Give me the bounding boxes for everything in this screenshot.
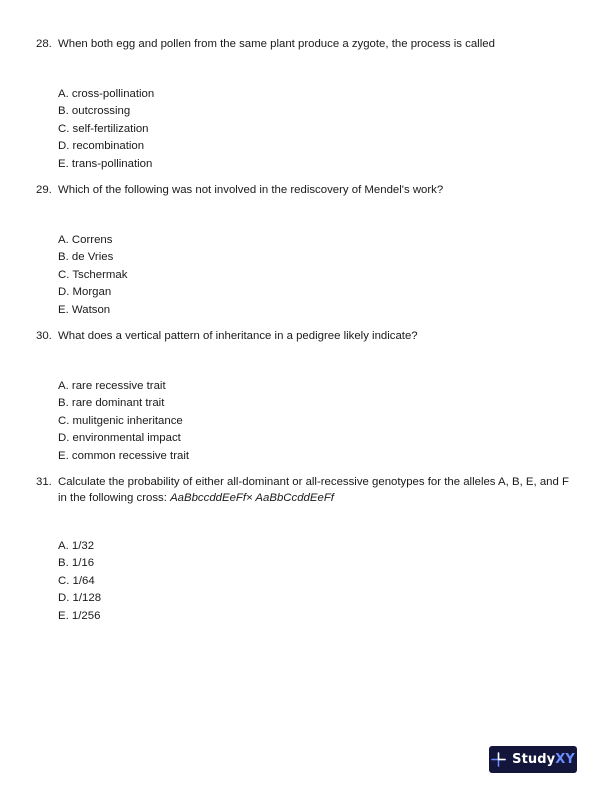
- question-body: What does a vertical pattern of inheritance in a pedigree likely indicate?: [58, 330, 418, 342]
- brand-name: [512, 752, 575, 767]
- option-e: E. common recessive trait: [58, 449, 190, 462]
- option-b: B. de Vries: [58, 251, 114, 264]
- option-a: A. Correns: [58, 234, 113, 246]
- question-29: [36, 182, 576, 319]
- question-31: [36, 474, 576, 625]
- option-b: B. 1/16: [58, 557, 95, 570]
- answer-options: [36, 232, 576, 319]
- option-d: D. 1/128: [58, 592, 102, 605]
- option-e: E. trans-pollination: [58, 157, 153, 170]
- question-number: 31.: [36, 476, 52, 488]
- question-number: 30.: [36, 330, 52, 342]
- option-c: C. Tschermak: [58, 268, 128, 281]
- answer-options: [36, 378, 576, 465]
- answer-options: [36, 86, 576, 173]
- question-30: [36, 328, 576, 465]
- answer-options: [36, 538, 576, 625]
- option-c: C. self-fertilization: [58, 122, 149, 135]
- brand-name-accent: XY: [555, 752, 575, 767]
- studyxy-logo[interactable]: [489, 746, 577, 773]
- option-d: D. recombination: [58, 140, 145, 153]
- option-d: D. environmental impact: [58, 432, 181, 445]
- option-b: B. rare dominant trait: [58, 397, 165, 410]
- question-text: [36, 36, 576, 52]
- genetic-cross: AaBbccddEeFf× AaBbCcddEeFf: [170, 492, 334, 504]
- option-c: C. 1/64: [58, 574, 95, 587]
- option-a: A. 1/32: [58, 540, 95, 552]
- question-body: When both egg and pollen from the same plant produce a zygote, the process is called: [58, 38, 495, 50]
- question-text: [36, 328, 576, 344]
- question-number: 29.: [36, 184, 52, 196]
- option-e: E. 1/256: [58, 609, 101, 622]
- question-body: Which of the following was not involved in the rediscovery of Mendel's work?: [58, 184, 444, 196]
- option-a: A. cross-pollination: [58, 88, 155, 100]
- option-a: A. rare recessive trait: [58, 380, 166, 392]
- plus-cross-icon: [491, 752, 506, 767]
- question-text: [36, 182, 576, 198]
- brand-name-main: Study: [512, 752, 556, 767]
- option-e: E. Watson: [58, 303, 111, 316]
- question-28: [36, 36, 576, 173]
- option-d: D. Morgan: [58, 286, 112, 299]
- question-number: 28.: [36, 38, 52, 50]
- question-text: [36, 474, 576, 506]
- option-b: B. outcrossing: [58, 105, 131, 118]
- option-c: C. mulitgenic inheritance: [58, 414, 183, 427]
- question-body: Calculate the probability of either all-dominant or all-recessive genotypes for the alleles A, B, E, and F in the following cross:: [58, 476, 569, 504]
